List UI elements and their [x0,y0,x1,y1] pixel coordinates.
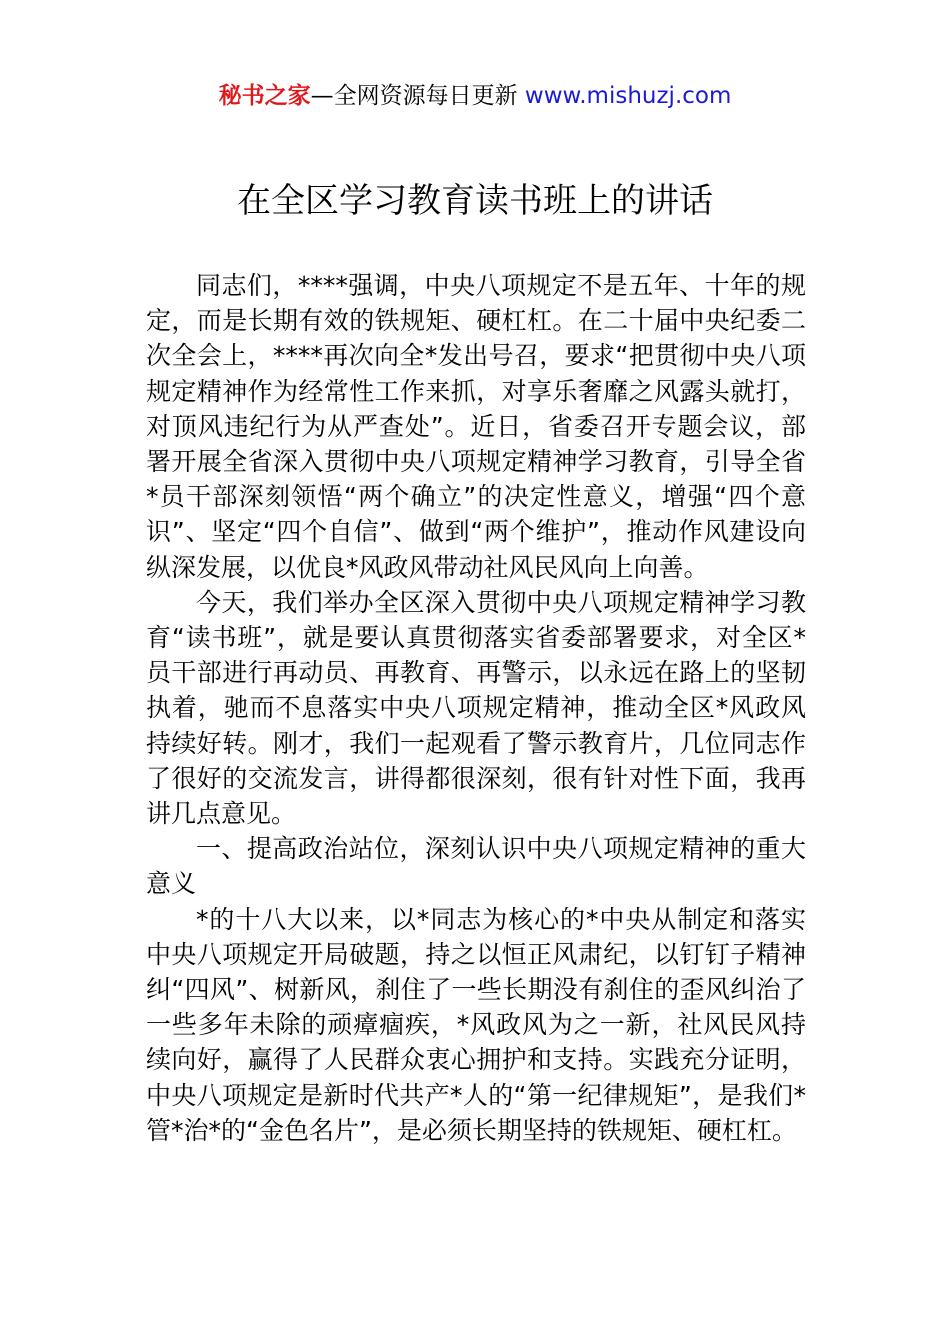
body-paragraph: *的十八大以来，以*同志为核心的*中央从制定和落实中央八项规定开局破题，持之以恒正风肃纪，以钉钉子精神纠“四风”、树新风，刹住了一些长期没有刹住的歪风纠治了一些多年未除的顽瘴痼疾，*风政风为之一新，社风民风持续向好，赢得了人民群众衷心拥护和支持。实践充分证明，中央八项规定是新时代共产*人的“第一纪律规矩”，是我们*管*治*的“金色名片”，是必须长期坚持的铁规矩、硬杠杠。 [146,904,806,1145]
header-brand: 秘书之家 [218,83,311,109]
body-paragraph: 同志们，****强调，中央八项规定不是五年、十年的规定，而是长期有效的铁规矩、硬杠杠。在二十届中央纪委二次全会上，****再次向全*发出号召，要求“把贯彻中央八项规定精神作为经常性工作来抓，对享乐奢靡之风露头就打，对顶风违纪行为从严查处”。近日，省委召开专题会议，部署开展全省深入贯彻中央八项规定精神学习教育，引导全省*员干部深刻领悟“两个确立”的决定性意义，增强“四个意识”、坚定“四个自信”、做到“两个维护”，推动作风建设向纵深发展，以优良*风政风带动社风民风向上向善。 [146,271,806,582]
document-body [146,268,806,1148]
header-tagline: —全网资源每日更新 [310,83,525,109]
document-title: 在全区学习教育读书班上的讲话 [237,181,713,221]
body-paragraph: 今天，我们举办全区深入贯彻中央八项规定精神学习教育“读书班”，就是要认真贯彻落实省委部署要求，对全区*员干部进行再动员、再教育、再警示，以永远在路上的坚韧执着，驰而不息落实中央八项规定精神，推动全区*风政风持续好转。刚才，我们一起观看了警示教育片，几位同志作了很好的交流发言，讲得都很深刻，很有针对性下面，我再讲几点意见。 [146,587,806,829]
header-url-link[interactable]: www.mishuzj.com [524,83,732,109]
page-header [0,78,950,114]
section-heading: 一、提高政治站位，深刻认识中央八项规定精神的重大意义 [146,834,806,899]
